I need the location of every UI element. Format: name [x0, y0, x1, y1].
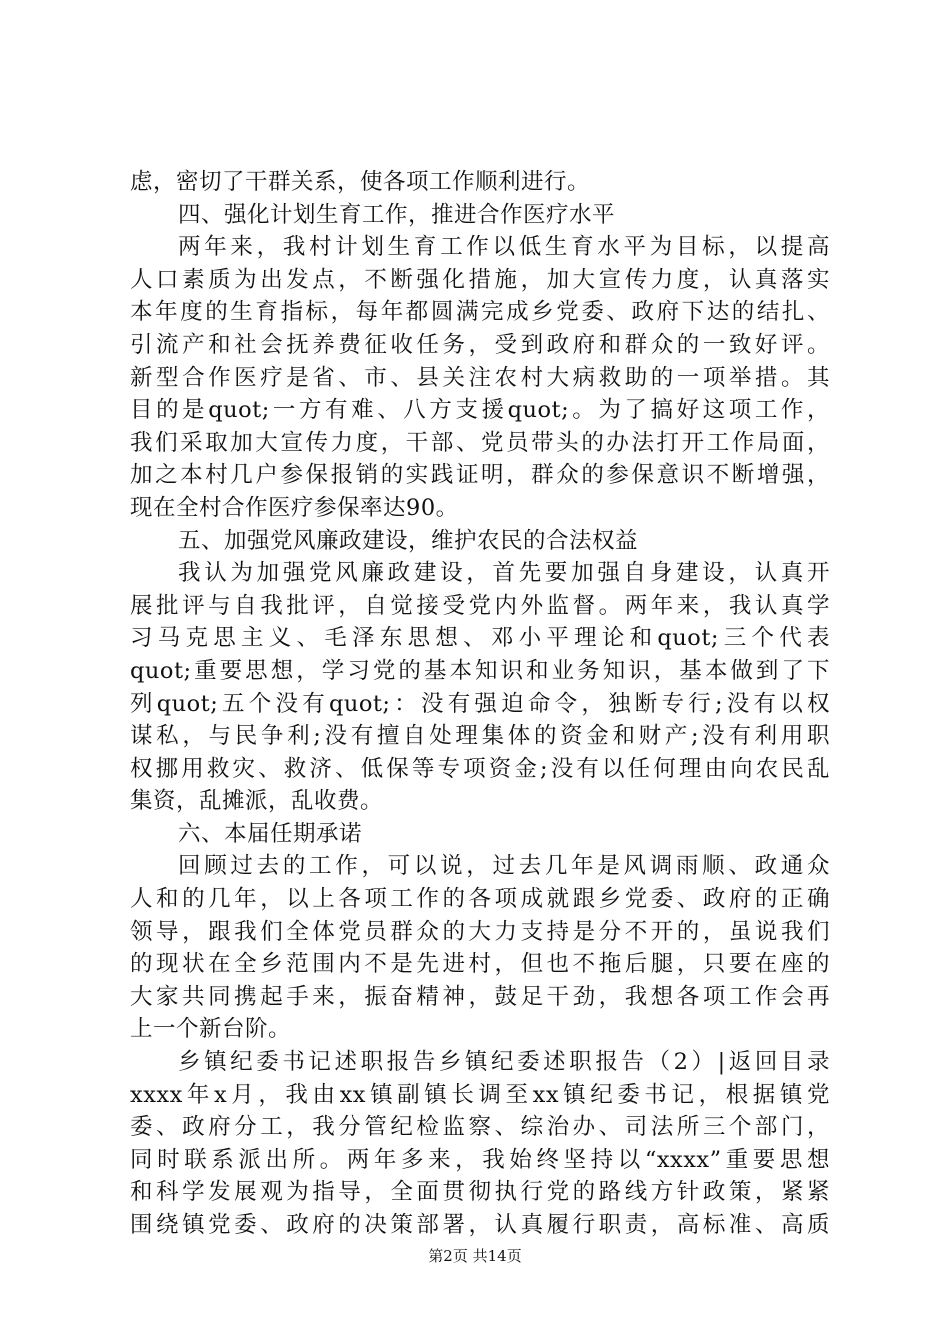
text-line: 大家共同携起手来，振奋精神，鼓足干劲，我想各项工作会再: [130, 983, 830, 1010]
text-line: 两年来，我村计划生育工作以低生育水平为目标，以提高: [178, 234, 830, 261]
text-line: 现在全村合作医疗参保率达90。: [130, 494, 459, 521]
text-line: 列quot;五个没有quot;：没有强迫命令，独断专行;没有以权: [130, 690, 830, 717]
text-line: 领导，跟我们全体党员群众的大力支持是分不开的，虽说我们: [130, 918, 830, 945]
text-line: 上一个新台阶。: [130, 1016, 292, 1043]
text-line: 引流产和社会抚养费征收任务，受到政府和群众的一致好评。: [130, 331, 830, 358]
text-line: 我认为加强党风廉政建设，首先要加强自身建设，认真开: [178, 560, 830, 587]
text-line: 的现状在全乡范围内不是先进村，但也不拖后腿，只要在座的: [130, 951, 830, 978]
text-line: 六、本届任期承诺: [178, 820, 363, 847]
text-line: 四、强化计划生育工作，推进合作医疗水平: [178, 201, 616, 228]
text-line: 回顾过去的工作，可以说，过去几年是风调雨顺、政通众: [178, 853, 830, 880]
text-line: xxxx年x月，我由xx镇副镇长调至xx镇纪委书记，根据镇党: [130, 1081, 830, 1108]
text-line: 五、加强党风廉政建设，维护农民的合法权益: [178, 527, 639, 554]
text-line: 谋私，与民争利;没有擅自处理集体的资金和财产;没有利用职: [130, 723, 830, 750]
text-line: 和科学发展观为指导，全面贯彻执行党的路线方针政策，紧紧: [130, 1179, 830, 1206]
text-line: 同时联系派出所。两年多来，我始终坚持以“xxxx”重要思想: [130, 1146, 830, 1173]
text-line: 乡镇纪委书记述职报告乡镇纪委述职报告（2）|返回目录: [178, 1049, 830, 1076]
text-line: 目的是quot;一方有难、八方支援quot;。为了搞好这项工作，: [130, 397, 830, 424]
text-line: 本年度的生育指标，每年都圆满完成乡党委、政府下达的结扎、: [130, 299, 830, 326]
text-line: 虑，密切了干群关系，使各项工作顺利进行。: [130, 169, 591, 195]
text-line: 习马克思主义、毛泽东思想、邓小平理论和quot;三个代表: [130, 625, 830, 652]
page-footer: 第2页 共14页: [428, 1247, 522, 1265]
document-body: [130, 166, 830, 1242]
text-line: 权挪用救灾、救济、低保等专项资金;没有以任何理由向农民乱: [130, 755, 830, 782]
text-line: 委、政府分工，我分管纪检监察、综治办、司法所三个部门，: [130, 1114, 830, 1141]
text-line: 加之本村几户参保报销的实践证明，群众的参保意识不断增强，: [130, 462, 830, 489]
text-line: 人和的几年，以上各项工作的各项成就跟乡党委、政府的正确: [130, 886, 830, 913]
text-line: 人口素质为出发点，不断强化措施，加大宣传力度，认真落实: [130, 266, 830, 293]
text-line: 围绕镇党委、政府的决策部署，认真履行职责，高标准、高质: [130, 1212, 830, 1238]
text-line: 新型合作医疗是省、市、县关注农村大病救助的一项举措。其: [130, 364, 830, 391]
text-line: 我们采取加大宣传力度，干部、党员带头的办法打开工作局面，: [130, 429, 830, 456]
text-line: quot;重要思想，学习党的基本知识和业务知识，基本做到了下: [130, 657, 830, 684]
text-line: 展批评与自我批评，自觉接受党内外监督。两年来，我认真学: [130, 592, 830, 619]
text-line: 集资，乱摊派，乱收费。: [130, 788, 384, 815]
